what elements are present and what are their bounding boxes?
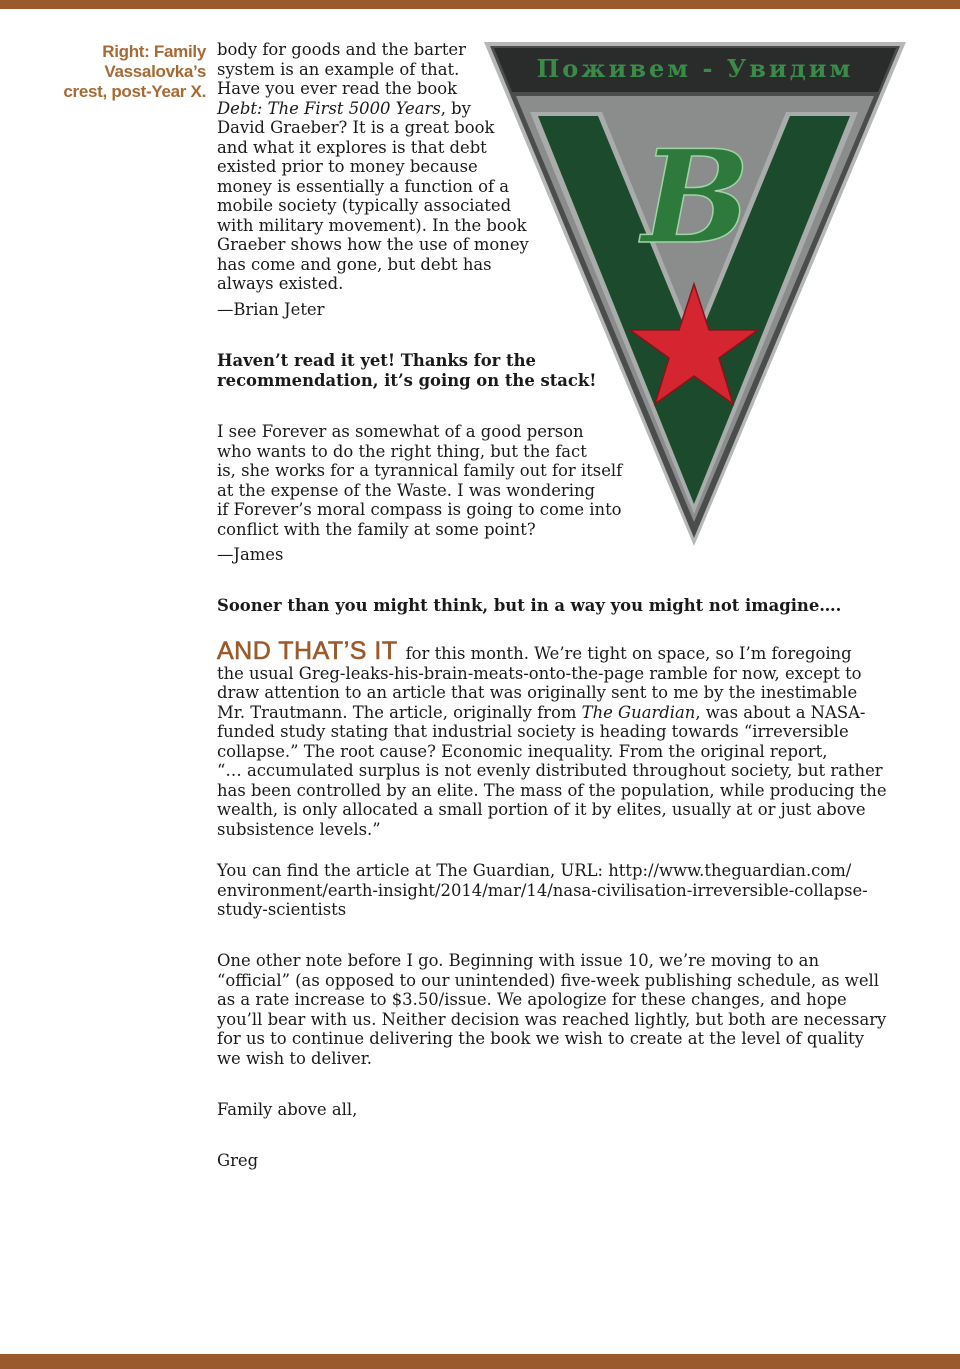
text-fragment: for this month. We’re tight on space, so I’m foregoing	[405, 644, 852, 663]
text-line: draw attention to an article that was originally sent to me by the inestimable	[217, 683, 858, 702]
text-line: with military movement). In the book	[217, 215, 527, 235]
text-line: body for goods and the barter	[217, 40, 466, 59]
bottom-border	[0, 1354, 960, 1369]
text-line: money is essentially a function of a	[217, 176, 510, 196]
article-url-paragraph	[217, 861, 917, 920]
caption-line: crest, post-Year X.	[63, 82, 206, 101]
signature-brian-jeter: —Brian Jeter	[217, 299, 325, 319]
image-caption	[40, 42, 206, 102]
text-line: has come and gone, but debt has	[217, 254, 492, 274]
text-line: has been controlled by an elite. The mass of the population, while producing the	[217, 780, 887, 800]
sign-off-line: Family above all,	[217, 1100, 358, 1119]
text-line: wealth, is only allocated a small portion of it by elites, usually at or just above	[217, 800, 866, 819]
text-line: at the expense of the Waste. I was wondering	[217, 480, 596, 500]
text-line: study-scientists	[217, 900, 347, 919]
book-title: Debt: The First 5000 Years	[217, 98, 441, 118]
text-line: One other note before I go. Beginning with issue 10, we’re moving to an	[217, 951, 820, 970]
text-line: collapse.” The root cause? Economic inequality. From the original report,	[217, 741, 828, 761]
text-line: “official” (as opposed to our unintended) five-week publishing schedule, as well	[217, 970, 880, 990]
text-line: conflict with the family at some point?	[217, 519, 536, 539]
signature-james: —James	[217, 545, 284, 564]
letter-brian-jeter	[217, 40, 529, 319]
text-fragment: , was about a NASA-	[695, 702, 866, 722]
text-line: environment/earth-insight/2014/mar/14/nasa-civilisation-irreversible-collapse-	[217, 880, 868, 900]
text-line: funded study stating that industrial society is heading towards “irreversible	[217, 722, 849, 741]
text-line: You can find the article at The Guardian, URL: http://www.theguardian.com/	[217, 861, 852, 880]
text-line: for us to continue delivering the book we wish to create at the level of quality	[217, 1029, 864, 1048]
top-border	[0, 0, 960, 9]
source-title: The Guardian	[581, 702, 696, 722]
publishing-note-paragraph	[217, 951, 917, 1068]
text-line: you’ll bear with us. Neither decision was reached lightly, but both are necessary	[217, 1009, 887, 1029]
author-name: Greg	[217, 1151, 259, 1170]
text-line: mobile society (typically associated	[217, 196, 512, 215]
editor-reply-2	[217, 596, 841, 616]
text-line: system is an example of that.	[217, 59, 460, 79]
sign-off	[217, 1100, 357, 1120]
text-line: and what it explores is that debt	[217, 137, 487, 157]
text-line: we wish to deliver.	[217, 1048, 372, 1068]
text-line: Graeber shows how the use of money	[217, 235, 529, 254]
closing-paragraph	[217, 637, 917, 839]
caption-line: Vassalovka’s	[104, 62, 206, 81]
text-fragment: Mr. Trautmann. The article, originally from	[217, 702, 582, 722]
text-line: if Forever’s moral compass is going to come into	[217, 500, 622, 519]
text-line: I see Forever as somewhat of a good person	[217, 422, 584, 441]
caption-line: Right: Family	[102, 42, 206, 61]
text-line: Haven’t read it yet! Thanks for the	[217, 351, 536, 370]
text-line: David Graeber? It is a great book	[217, 118, 495, 137]
section-heading: AND THAT’S IT	[217, 637, 398, 665]
text-line: always existed.	[217, 274, 344, 293]
editor-reply-1	[217, 351, 596, 390]
text-line: “… accumulated surplus is not evenly distributed throughout society, but rather	[217, 761, 883, 780]
letter-james	[217, 422, 622, 565]
text-line: who wants to do the right thing, but the fact	[217, 441, 587, 461]
text-line: recommendation, it’s going on the stack!	[217, 370, 597, 390]
crest-motto: Поживем - Увидим	[536, 54, 854, 83]
text-line: Have you ever read the book	[217, 79, 458, 98]
text-fragment: , by	[440, 98, 471, 118]
text-line: existed prior to money because	[217, 157, 478, 176]
crest-letter: В	[641, 123, 751, 273]
text-line: as a rate increase to $3.50/issue. We apologize for these changes, and hope	[217, 990, 847, 1009]
author-signature	[217, 1151, 258, 1171]
reply-text: Sooner than you might think, but in a way you might not imagine….	[217, 596, 842, 615]
text-line: the usual Greg-leaks-his-brain-meats-onto-the-page ramble for now, except to	[217, 663, 862, 683]
text-line: subsistence levels.”	[217, 819, 381, 839]
text-line: is, she works for a tyrannical family out for itself	[217, 461, 623, 480]
